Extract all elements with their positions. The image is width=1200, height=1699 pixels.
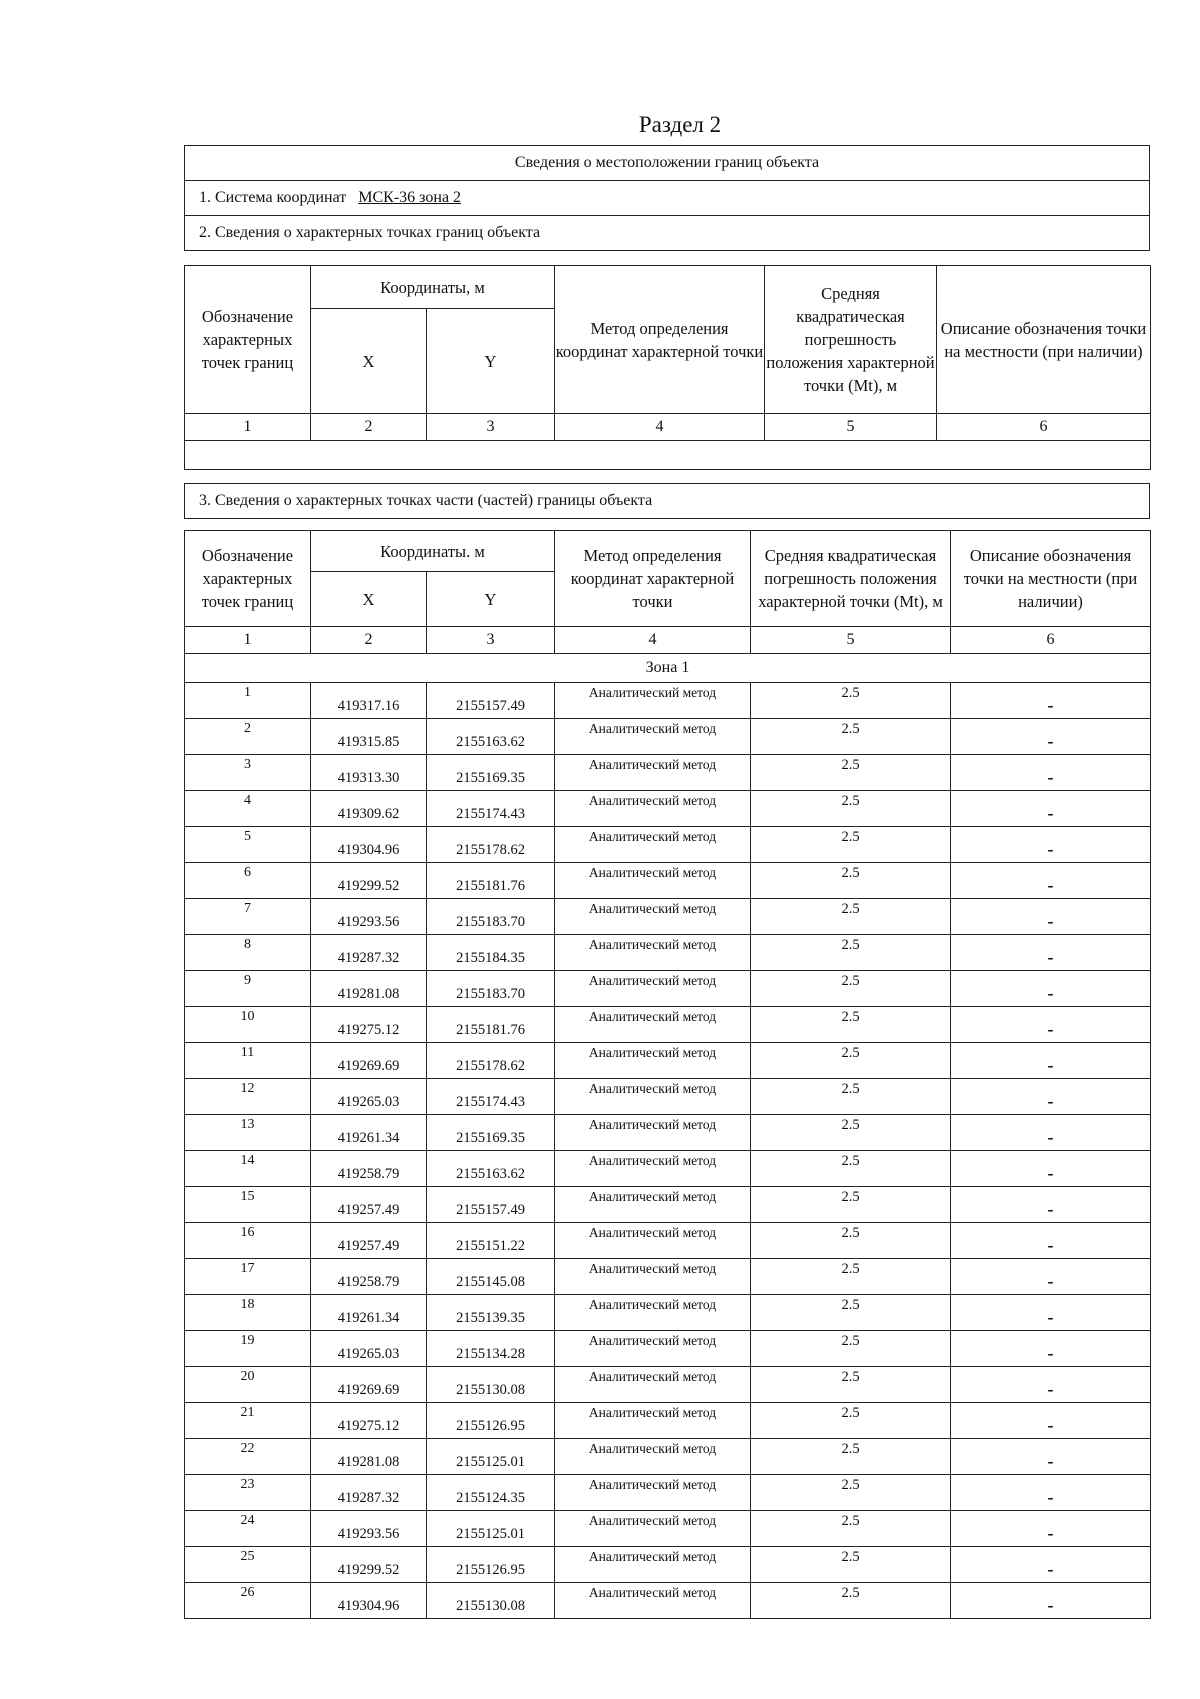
error-cell: 2.5 bbox=[751, 1115, 951, 1151]
y-coordinate-cell: 2155178.62 bbox=[427, 827, 555, 863]
table-row bbox=[185, 971, 1151, 1007]
error-cell: 2.5 bbox=[751, 1259, 951, 1295]
col-number: 5 bbox=[751, 627, 951, 654]
error-cell: 2.5 bbox=[751, 683, 951, 719]
x-coordinate-cell: 419293.56 bbox=[311, 899, 427, 935]
method-cell: Аналитический метод bbox=[555, 1007, 751, 1043]
y-coordinate-cell: 2155130.08 bbox=[427, 1367, 555, 1403]
table-row bbox=[185, 1115, 1151, 1151]
error-cell: 2.5 bbox=[751, 755, 951, 791]
x-coordinate-cell: 419269.69 bbox=[311, 1043, 427, 1079]
description-cell: - bbox=[951, 1259, 1151, 1295]
method-cell: Аналитический метод bbox=[555, 1439, 751, 1475]
point-number-cell: 6 bbox=[185, 863, 311, 899]
error-cell: 2.5 bbox=[751, 1367, 951, 1403]
table-row bbox=[185, 863, 1151, 899]
point-number-cell: 18 bbox=[185, 1295, 311, 1331]
table-row bbox=[185, 1259, 1151, 1295]
error-cell: 2.5 bbox=[751, 827, 951, 863]
point-number-cell: 9 bbox=[185, 971, 311, 1007]
col-number: 4 bbox=[555, 414, 765, 441]
x-coordinate-cell: 419309.62 bbox=[311, 791, 427, 827]
col-number: 2 bbox=[311, 627, 427, 654]
table-row bbox=[185, 1223, 1151, 1259]
point-number-cell: 20 bbox=[185, 1367, 311, 1403]
col-y-header: Y bbox=[427, 572, 555, 627]
point-number-cell: 23 bbox=[185, 1475, 311, 1511]
column-number-row bbox=[185, 627, 1151, 654]
part-points-heading: 3. Сведения о характерных точках части (частей) границы объекта bbox=[185, 484, 1150, 519]
y-coordinate-cell: 2155124.35 bbox=[427, 1475, 555, 1511]
x-coordinate-cell: 419304.96 bbox=[311, 1583, 427, 1619]
description-cell: - bbox=[951, 755, 1151, 791]
method-cell: Аналитический метод bbox=[555, 971, 751, 1007]
error-cell: 2.5 bbox=[751, 1151, 951, 1187]
description-cell: - bbox=[951, 971, 1151, 1007]
point-number-cell: 8 bbox=[185, 935, 311, 971]
y-coordinate-cell: 2155181.76 bbox=[427, 863, 555, 899]
table-row bbox=[185, 1079, 1151, 1115]
x-coordinate-cell: 419257.49 bbox=[311, 1187, 427, 1223]
table-row bbox=[185, 1043, 1151, 1079]
x-coordinate-cell: 419269.69 bbox=[311, 1367, 427, 1403]
table-row bbox=[185, 1511, 1151, 1547]
description-cell: - bbox=[951, 1511, 1151, 1547]
y-coordinate-cell: 2155163.62 bbox=[427, 1151, 555, 1187]
point-number-cell: 10 bbox=[185, 1007, 311, 1043]
error-cell: 2.5 bbox=[751, 1223, 951, 1259]
method-cell: Аналитический метод bbox=[555, 827, 751, 863]
col-designation-header: Обозначение характерных точек границ bbox=[185, 266, 311, 414]
method-cell: Аналитический метод bbox=[555, 791, 751, 827]
error-cell: 2.5 bbox=[751, 899, 951, 935]
error-cell: 2.5 bbox=[751, 1079, 951, 1115]
col-number: 2 bbox=[311, 414, 427, 441]
description-cell: - bbox=[951, 1367, 1151, 1403]
table-row bbox=[185, 1439, 1151, 1475]
error-cell: 2.5 bbox=[751, 1511, 951, 1547]
col-number: 6 bbox=[937, 414, 1151, 441]
coord-system-label: 1. Система координат bbox=[199, 189, 347, 206]
x-coordinate-cell: 419315.85 bbox=[311, 719, 427, 755]
coord-system-value: МСК-36 зона 2 bbox=[358, 189, 462, 206]
method-cell: Аналитический метод bbox=[555, 1583, 751, 1619]
y-coordinate-cell: 2155151.22 bbox=[427, 1223, 555, 1259]
description-cell: - bbox=[951, 719, 1151, 755]
description-cell: - bbox=[951, 1043, 1151, 1079]
y-coordinate-cell: 2155178.62 bbox=[427, 1043, 555, 1079]
table-row bbox=[185, 1007, 1151, 1043]
col-y-header: Y bbox=[427, 309, 555, 414]
table-row bbox=[185, 791, 1151, 827]
point-number-cell: 17 bbox=[185, 1259, 311, 1295]
description-cell: - bbox=[951, 1583, 1151, 1619]
point-number-cell: 7 bbox=[185, 899, 311, 935]
error-cell: 2.5 bbox=[751, 971, 951, 1007]
description-cell: - bbox=[951, 683, 1151, 719]
point-number-cell: 3 bbox=[185, 755, 311, 791]
x-coordinate-cell: 419299.52 bbox=[311, 1547, 427, 1583]
point-number-cell: 4 bbox=[185, 791, 311, 827]
method-cell: Аналитический метод bbox=[555, 1151, 751, 1187]
y-coordinate-cell: 2155126.95 bbox=[427, 1547, 555, 1583]
points-heading: 2. Сведения о характерных точках границ объекта bbox=[185, 216, 1150, 251]
description-cell: - bbox=[951, 935, 1151, 971]
method-cell: Аналитический метод bbox=[555, 683, 751, 719]
table-row bbox=[185, 719, 1151, 755]
x-coordinate-cell: 419275.12 bbox=[311, 1007, 427, 1043]
col-description-header: Описание обозначения точки на местности (при наличии) bbox=[951, 531, 1151, 627]
error-cell: 2.5 bbox=[751, 935, 951, 971]
table-row bbox=[185, 899, 1151, 935]
table-row bbox=[185, 827, 1151, 863]
point-number-cell: 11 bbox=[185, 1043, 311, 1079]
description-cell: - bbox=[951, 1223, 1151, 1259]
description-cell: - bbox=[951, 791, 1151, 827]
point-number-cell: 26 bbox=[185, 1583, 311, 1619]
method-cell: Аналитический метод bbox=[555, 1331, 751, 1367]
location-info-box bbox=[184, 145, 1150, 251]
method-cell: Аналитический метод bbox=[555, 1403, 751, 1439]
y-coordinate-cell: 2155145.08 bbox=[427, 1259, 555, 1295]
table-row bbox=[185, 1367, 1151, 1403]
description-cell: - bbox=[951, 899, 1151, 935]
error-cell: 2.5 bbox=[751, 1475, 951, 1511]
x-coordinate-cell: 419257.49 bbox=[311, 1223, 427, 1259]
y-coordinate-cell: 2155125.01 bbox=[427, 1511, 555, 1547]
point-number-cell: 14 bbox=[185, 1151, 311, 1187]
boundary-points-table bbox=[184, 265, 1151, 470]
empty-row bbox=[185, 441, 1151, 470]
x-coordinate-cell: 419275.12 bbox=[311, 1403, 427, 1439]
y-coordinate-cell: 2155183.70 bbox=[427, 899, 555, 935]
method-cell: Аналитический метод bbox=[555, 1547, 751, 1583]
col-method-header: Метод определения координат характерной точки bbox=[555, 531, 751, 627]
method-cell: Аналитический метод bbox=[555, 1259, 751, 1295]
method-cell: Аналитический метод bbox=[555, 1187, 751, 1223]
col-error-header: Средняя квадратическая погрешность положения характерной точки (Mt), м bbox=[751, 531, 951, 627]
method-cell: Аналитический метод bbox=[555, 1367, 751, 1403]
error-cell: 2.5 bbox=[751, 1295, 951, 1331]
table-row bbox=[185, 1475, 1151, 1511]
x-coordinate-cell: 419281.08 bbox=[311, 1439, 427, 1475]
y-coordinate-cell: 2155184.35 bbox=[427, 935, 555, 971]
x-coordinate-cell: 419317.16 bbox=[311, 683, 427, 719]
description-cell: - bbox=[951, 1079, 1151, 1115]
description-cell: - bbox=[951, 1439, 1151, 1475]
y-coordinate-cell: 2155126.95 bbox=[427, 1403, 555, 1439]
x-coordinate-cell: 419261.34 bbox=[311, 1295, 427, 1331]
error-cell: 2.5 bbox=[751, 791, 951, 827]
y-coordinate-cell: 2155125.01 bbox=[427, 1439, 555, 1475]
x-coordinate-cell: 419287.32 bbox=[311, 935, 427, 971]
error-cell: 2.5 bbox=[751, 1439, 951, 1475]
col-number: 5 bbox=[765, 414, 937, 441]
table-row bbox=[185, 1547, 1151, 1583]
x-coordinate-cell: 419304.96 bbox=[311, 827, 427, 863]
method-cell: Аналитический метод bbox=[555, 1115, 751, 1151]
y-coordinate-cell: 2155174.43 bbox=[427, 1079, 555, 1115]
col-number: 4 bbox=[555, 627, 751, 654]
coord-system-row bbox=[185, 181, 1150, 216]
point-number-cell: 2 bbox=[185, 719, 311, 755]
col-number: 3 bbox=[427, 627, 555, 654]
method-cell: Аналитический метод bbox=[555, 755, 751, 791]
method-cell: Аналитический метод bbox=[555, 719, 751, 755]
description-cell: - bbox=[951, 1331, 1151, 1367]
table-row bbox=[185, 1403, 1151, 1439]
table-row bbox=[185, 1295, 1151, 1331]
point-number-cell: 5 bbox=[185, 827, 311, 863]
col-description-header: Описание обозначения точки на местности (при наличии) bbox=[937, 266, 1151, 414]
col-coordinates-header: Координаты, м bbox=[311, 266, 555, 309]
col-number: 1 bbox=[185, 414, 311, 441]
table-row bbox=[185, 683, 1151, 719]
x-coordinate-cell: 419293.56 bbox=[311, 1511, 427, 1547]
y-coordinate-cell: 2155169.35 bbox=[427, 1115, 555, 1151]
y-coordinate-cell: 2155169.35 bbox=[427, 755, 555, 791]
point-number-cell: 15 bbox=[185, 1187, 311, 1223]
col-number: 1 bbox=[185, 627, 311, 654]
x-coordinate-cell: 419265.03 bbox=[311, 1079, 427, 1115]
point-number-cell: 16 bbox=[185, 1223, 311, 1259]
point-number-cell: 13 bbox=[185, 1115, 311, 1151]
point-number-cell: 19 bbox=[185, 1331, 311, 1367]
error-cell: 2.5 bbox=[751, 1043, 951, 1079]
table-row bbox=[185, 935, 1151, 971]
part-points-table bbox=[184, 530, 1151, 1619]
y-coordinate-cell: 2155181.76 bbox=[427, 1007, 555, 1043]
x-coordinate-cell: 419281.08 bbox=[311, 971, 427, 1007]
x-coordinate-cell: 419313.30 bbox=[311, 755, 427, 791]
col-designation-header: Обозначение характерных точек границ bbox=[185, 531, 311, 627]
point-number-cell: 12 bbox=[185, 1079, 311, 1115]
method-cell: Аналитический метод bbox=[555, 1475, 751, 1511]
point-number-cell: 24 bbox=[185, 1511, 311, 1547]
y-coordinate-cell: 2155157.49 bbox=[427, 1187, 555, 1223]
section-title: Раздел 2 bbox=[638, 112, 722, 137]
table-row bbox=[185, 1331, 1151, 1367]
y-coordinate-cell: 2155183.70 bbox=[427, 971, 555, 1007]
x-coordinate-cell: 419261.34 bbox=[311, 1115, 427, 1151]
col-number: 6 bbox=[951, 627, 1151, 654]
description-cell: - bbox=[951, 1151, 1151, 1187]
description-cell: - bbox=[951, 1475, 1151, 1511]
col-number: 3 bbox=[427, 414, 555, 441]
method-cell: Аналитический метод bbox=[555, 1295, 751, 1331]
description-cell: - bbox=[951, 1295, 1151, 1331]
method-cell: Аналитический метод bbox=[555, 1079, 751, 1115]
method-cell: Аналитический метод bbox=[555, 899, 751, 935]
error-cell: 2.5 bbox=[751, 1187, 951, 1223]
method-cell: Аналитический метод bbox=[555, 863, 751, 899]
col-method-header: Метод определения координат характерной точки bbox=[555, 266, 765, 414]
x-coordinate-cell: 419258.79 bbox=[311, 1259, 427, 1295]
col-error-header: Средняя квадратическая погрешность положения характерной точки (Mt), м bbox=[765, 266, 937, 414]
error-cell: 2.5 bbox=[751, 1583, 951, 1619]
point-number-cell: 25 bbox=[185, 1547, 311, 1583]
column-number-row bbox=[185, 414, 1151, 441]
method-cell: Аналитический метод bbox=[555, 1511, 751, 1547]
point-number-cell: 22 bbox=[185, 1439, 311, 1475]
description-cell: - bbox=[951, 1007, 1151, 1043]
error-cell: 2.5 bbox=[751, 1007, 951, 1043]
error-cell: 2.5 bbox=[751, 863, 951, 899]
y-coordinate-cell: 2155134.28 bbox=[427, 1331, 555, 1367]
description-cell: - bbox=[951, 827, 1151, 863]
description-cell: - bbox=[951, 863, 1151, 899]
method-cell: Аналитический метод bbox=[555, 935, 751, 971]
table-row bbox=[185, 1151, 1151, 1187]
col-x-header: X bbox=[311, 309, 427, 414]
y-coordinate-cell: 2155139.35 bbox=[427, 1295, 555, 1331]
description-cell: - bbox=[951, 1403, 1151, 1439]
x-coordinate-cell: 419299.52 bbox=[311, 863, 427, 899]
method-cell: Аналитический метод bbox=[555, 1223, 751, 1259]
description-cell: - bbox=[951, 1547, 1151, 1583]
error-cell: 2.5 bbox=[751, 1547, 951, 1583]
error-cell: 2.5 bbox=[751, 1403, 951, 1439]
location-heading: Сведения о местоположении границ объекта bbox=[185, 146, 1150, 181]
x-coordinate-cell: 419265.03 bbox=[311, 1331, 427, 1367]
x-coordinate-cell: 419258.79 bbox=[311, 1151, 427, 1187]
col-x-header: X bbox=[311, 572, 427, 627]
description-cell: - bbox=[951, 1115, 1151, 1151]
col-coordinates-header: Координаты. м bbox=[311, 531, 555, 572]
method-cell: Аналитический метод bbox=[555, 1043, 751, 1079]
table-row bbox=[185, 755, 1151, 791]
error-cell: 2.5 bbox=[751, 719, 951, 755]
y-coordinate-cell: 2155157.49 bbox=[427, 683, 555, 719]
table-row bbox=[185, 1187, 1151, 1223]
table-row bbox=[185, 1583, 1151, 1619]
point-number-cell: 21 bbox=[185, 1403, 311, 1439]
y-coordinate-cell: 2155174.43 bbox=[427, 791, 555, 827]
point-number-cell: 1 bbox=[185, 683, 311, 719]
error-cell: 2.5 bbox=[751, 1331, 951, 1367]
description-cell: - bbox=[951, 1187, 1151, 1223]
zone-label: Зона 1 bbox=[185, 654, 1151, 683]
y-coordinate-cell: 2155130.08 bbox=[427, 1583, 555, 1619]
x-coordinate-cell: 419287.32 bbox=[311, 1475, 427, 1511]
y-coordinate-cell: 2155163.62 bbox=[427, 719, 555, 755]
part-points-box bbox=[184, 483, 1150, 519]
